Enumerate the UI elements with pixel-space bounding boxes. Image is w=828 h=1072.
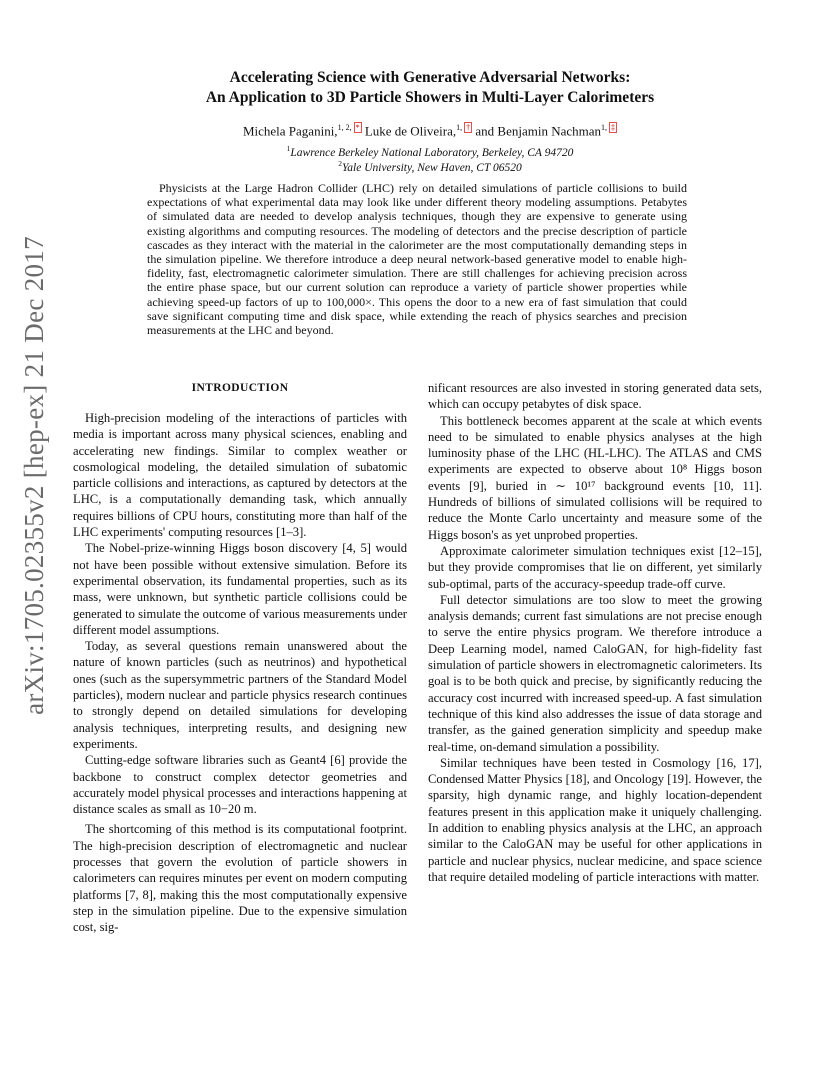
paragraph: Today, as several questions remain unanswered about the nature of known particles (such as neutrinos) and hypothetical ones (such as the supersymmetric partners of the Standard Model particles), modern nuclear and particle physics research continues to strongly depend on detailed simulations for developing analysis techniques, interpreting results, and designing new experiments. bbox=[73, 639, 407, 751]
paragraph: Cutting-edge software libraries such as Geant4 [6] provide the backbone to construct complex detector geometries and accurately model physical processes and interactions happening at distance scales as small as 10−20 m. bbox=[73, 753, 407, 817]
author-1-affil bbox=[338, 122, 362, 133]
paragraph: High-precision modeling of the interactions of particles with media is important across many physical sciences, enabling and accelerating new findings. Similar to complex weather or cosmological modeling, the detailed simulation of subatomic particle collisions and interactions, as captured by detectors at the LHC, is a computationally demanding task, which annually requires billions of CPU hours, constituting more than half of the LHC experiments' computing resources [1–3]. bbox=[73, 411, 407, 540]
paragraph: nificant resources are also invested in storing generated data sets, which can occupy petabytes of disk space. bbox=[428, 381, 762, 412]
affiliation-1 bbox=[110, 144, 750, 159]
paragraph: Full detector simulations are too slow to meet the growing analysis demands; current fast simulations are not precise enough to serve the entire physics program. We therefore introduce a Deep Learning model, named CaloGAN, for high-fidelity fast simulation of particle showers in electromagnetic calorimeters. Its goal is to be both quick and precise, by significantly reducing the accuracy cost incurred with increased speed-up. A fast simulation technique of this kind also addresses the issue of data storage and transfer, as the gained generation simplicity and speedup make real-time, on-demand simulation a possibility. bbox=[428, 592, 762, 754]
arxiv-sidebar-stamp bbox=[14, 170, 54, 780]
author-1-footnote-link[interactable]: * bbox=[355, 123, 360, 132]
affiliation-2 bbox=[110, 159, 750, 174]
author-2-footnote-link[interactable]: † bbox=[466, 123, 471, 132]
author-1-affil-nums: 1, 2, bbox=[337, 123, 354, 132]
left-column bbox=[73, 380, 407, 936]
author-2-name: Luke de Oliveira, bbox=[361, 123, 457, 139]
abstract: Physicists at the Large Hadron Collider (LHC) rely on detailed simulations of particle collisions to build expectations of what experimental data may look like under different theory modeling assumptions. Petabytes of simulated data are needed to develop analysis techniques, though they are expensive to generate using existing algorithms and computing resources. The modeling of detectors and the precise description of particle cascades as they interact with the material in the calorimeter are the most computationally demanding steps in the simulation pipeline. We therefore introduce a deep neural network-based generative model to enable high-fidelity, fast, electromagnetic calorimeter simulation. There are still challenges for achieving precision across the entire phase space, but our current solution can reproduce a variety of particle shower properties while achieving speed-up factors of up to 100,000×. This opens the door to a new era of fast simulation that could save significant computing time and disk space, while extending the reach of physics searches and precision measurements at the LHC and beyond. bbox=[147, 181, 687, 338]
author-2-affil bbox=[456, 122, 472, 133]
title-line-2: An Application to 3D Particle Showers in Multi-Layer Calorimeters bbox=[205, 89, 655, 106]
arxiv-id: arXiv:1705.02355v2 [hep-ex] 21 Dec 2017 bbox=[18, 235, 49, 715]
author-1-name: Michela Paganini, bbox=[242, 123, 338, 139]
right-column bbox=[428, 380, 762, 885]
section-heading-introduction: INTRODUCTION bbox=[191, 382, 289, 394]
affiliation-1-num: 1 bbox=[286, 144, 291, 153]
author-3-footnote-link[interactable]: ‡ bbox=[611, 123, 616, 132]
paper-title bbox=[110, 68, 750, 108]
author-3-affil bbox=[601, 122, 617, 133]
paragraph: This bottleneck becomes apparent at the scale at which events need to be simulated to enable physics analyses at the high luminosity phase of the LHC (HL-LHC). The ATLAS and CMS experiments are expected to observe about 10⁸ Higgs boson events [9], buried in ∼ 10¹⁷ background events [10, 11]. Hundreds of billions of simulated collisions will be required to reduce the Monte Carlo uncertainty and measure some of the Higgs boson's as yet unprobed properties. bbox=[428, 413, 762, 542]
author-3-affil-nums: 1, bbox=[601, 123, 610, 132]
paragraph: Approximate calorimeter simulation techniques exist [12–15], but they provide compromises that lie on different, yet similarly sub-optimal, parts of the accuracy-speedup trade-off curve. bbox=[428, 543, 762, 591]
title-line-1: Accelerating Science with Generative Adversarial Networks: bbox=[229, 69, 631, 86]
paragraph: The shortcoming of this method is its computational footprint. The high-precision description of electromagnetic and nuclear processes that govern the evolution of particle showers in calorimeters can requires minutes per event on modern computing platforms [7, 8], making this the most computationally expensive step in the simulation pipeline. Due to the expensive simulation cost, sig- bbox=[73, 822, 407, 935]
affiliation-2-num: 2 bbox=[338, 159, 342, 168]
author-3-name: and Benjamin Nachman bbox=[472, 123, 602, 139]
affiliation-1-text: Lawrence Berkeley National Laboratory, Berkeley, CA 94720 bbox=[290, 146, 574, 159]
author-2-affil-nums: 1, bbox=[456, 123, 465, 132]
paragraph: The Nobel-prize-winning Higgs boson discovery [4, 5] would not have been possible without extensive simulation. Before its experimental observation, its fundamental properties, such as its mass, were unknown, but synthetic particle collisions could be generated to simulate the outcome of various measurements under different model assumptions. bbox=[73, 541, 407, 637]
paragraph: Similar techniques have been tested in Cosmology [16, 17], Condensed Matter Physics [18], and Oncology [19]. However, the sparsity, high dynamic range, and highly location-dependent features present in this application make it uniquely challenging. In addition to enabling physics analysis at the LHC, an approach similar to the CaloGAN may be useful for other applications in particle and nuclear physics, nuclear medicine, and space science that require detailed modeling of particle interactions with matter. bbox=[428, 755, 762, 884]
author-list bbox=[110, 123, 750, 139]
affiliation-2-text: Yale University, New Haven, CT 06520 bbox=[341, 161, 522, 174]
